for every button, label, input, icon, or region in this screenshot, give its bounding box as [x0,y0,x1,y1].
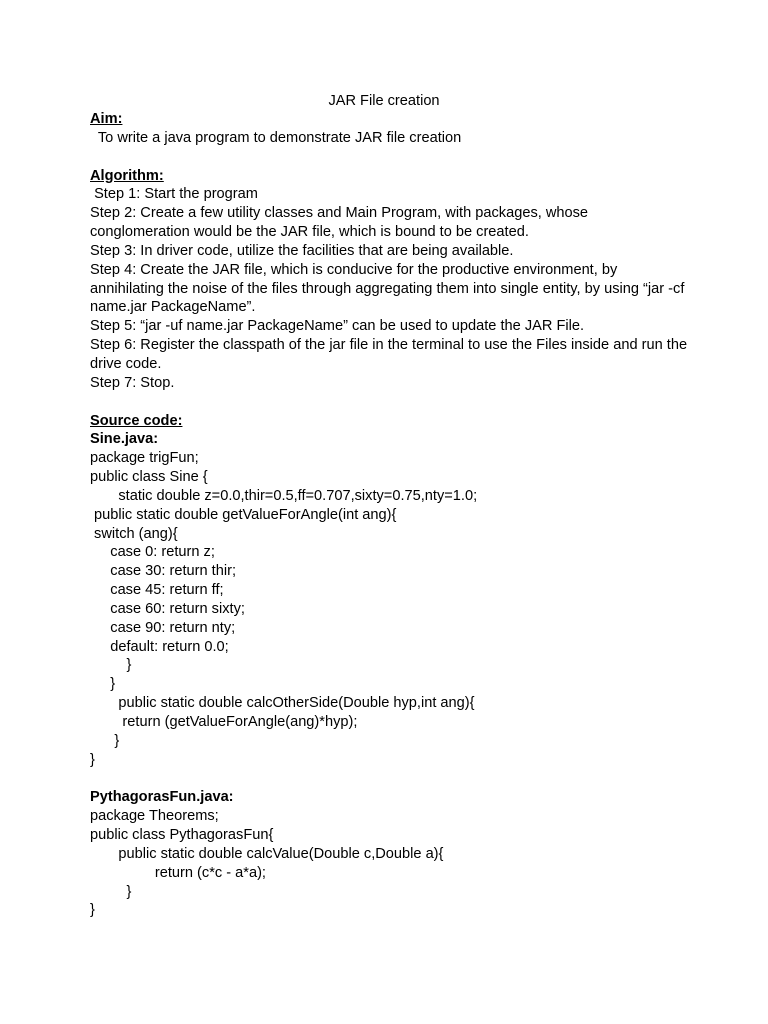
code-line: package trigFun; [90,450,199,467]
code-line: public static double calcValue(Double c,Double a){ [90,845,444,862]
code-line: public class Sine { [90,469,208,486]
algorithm-step-3: Step 3: In driver code, utilize the facilities that are being available. [90,242,514,259]
pythagoras-code-block [90,807,690,920]
code-line: } [90,676,116,693]
code-line: public static double getValueForAngle(int ang){ [90,506,397,523]
code-line: case 60: return sixty; [90,600,245,617]
code-line: public static double calcOtherSide(Double hyp,int ang){ [90,695,475,712]
sine-filename: Sine.java: [90,431,159,448]
algorithm-step-5: Step 5: “jar -uf name.jar PackageName” can be used to update the JAR File. [90,318,585,335]
code-line: } [90,902,95,919]
code-line: return (c*c - a*a); [90,864,266,881]
code-line: case 30: return thir; [90,563,237,580]
source-code-heading: Source code: [90,412,183,429]
code-line: } [90,751,95,768]
code-line: } [90,732,120,749]
code-line: return (getValueForAngle(ang)*hyp); [90,714,358,730]
spacer [90,148,690,167]
algorithm-step-2: Step 2: Create a few utility classes and Main Program, with packages, whose conglomeration would be the JAR file, which is bound to be created. [90,205,593,241]
document-body [90,110,690,920]
code-line: static double z=0.0,thir=0.5,ff=0.707,sixty=0.75,nty=1.0; [90,487,478,504]
document-title: JAR File creation [328,93,440,109]
code-line: } [90,657,132,674]
code-line: } [90,883,132,900]
code-line: case 90: return nty; [90,619,236,636]
code-line: default: return 0.0; [90,638,229,655]
sine-code-block [90,449,690,769]
aim-text: To write a java program to demonstrate JAR file creation [90,129,462,146]
algorithm-step-4: Step 4: Create the JAR file, which is conducive for the productive environment, by annihilating the noise of the files through aggregating them into single entity, by using “jar -cf name.jar PackageName”. [90,261,689,316]
code-line: case 45: return ff; [90,582,224,599]
algorithm-step-1: Step 1: Start the program [90,186,258,203]
code-line: package Theorems; [90,808,219,825]
aim-heading: Aim: [90,111,123,127]
spacer [90,770,690,789]
code-line: public class PythagorasFun{ [90,827,274,844]
algorithm-step-7: Step 7: Stop. [90,374,175,391]
pythagoras-filename: PythagorasFun.java: [90,789,234,806]
algorithm-heading: Algorithm: [90,167,164,184]
code-line: case 0: return z; [90,544,215,561]
algorithm-step-6: Step 6: Register the classpath of the jar file in the terminal to use the Files inside and run the drive code. [90,337,692,372]
code-line: switch (ang){ [90,525,178,542]
spacer [90,393,690,412]
